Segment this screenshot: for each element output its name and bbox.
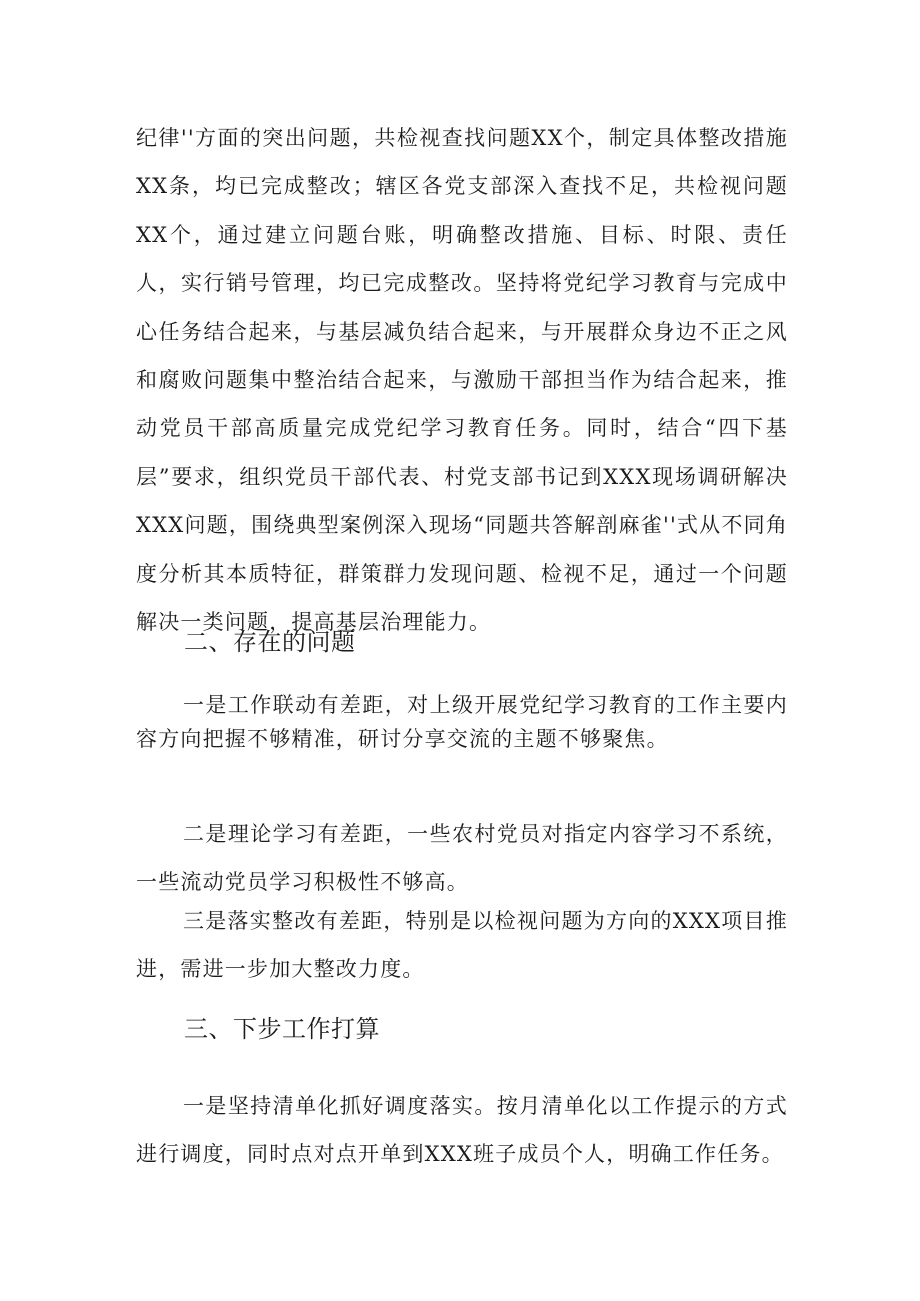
body-paragraph: 三是落实整改有差距，特别是以检视问题为方向的XXX项目推进，需进一步加大整改力度。: [136, 909, 788, 981]
section-heading-next-steps: 三、下步工作打算: [184, 1015, 380, 1043]
body-paragraph: 二是理论学习有差距，一些农村党员对指定内容学习不系统，一些流动党员学习积极性不够高。: [136, 822, 788, 894]
section-heading-problems: 二、存在的问题: [184, 628, 356, 656]
body-paragraph: 一是工作联动有差距，对上级开展党纪学习教育的工作主要内容方向把握不够精准，研讨分享交流的主题不够聚焦。: [136, 693, 788, 751]
body-paragraph: 一是坚持清单化抓好调度落实。按月清单化以工作提示的方式进行调度，同时点对点开单到XXX班子成员个人，明确工作任务。: [136, 1094, 788, 1166]
body-paragraph: 纪律''方面的突出问题，共检视查找问题XX个，制定具体整改措施XX条，均已完成整改；辖区各党支部深入查找不足，共检视问题XX个，通过建立问题台账，明确整改措施、目标、时限、责任人，实行销号管理，均已完成整改。坚持将党纪学习教育与完成中心任务结合起来，与基层减负结合起来，与开展群众身边不正之风和腐败问题集中整治结合起来，与激励干部担当作为结合起来，推动党员干部高质量完成党纪学习教育任务。同时，结合“四下基层”要求，组织党员干部代表、村党支部书记到XXX现场调研解决XXX问题，围绕典型案例深入现场“同题共答解剖麻雀''式从不同角度分析其本质特征，群策群力发现问题、检视不足，通过一个问题解决一类问题，提高基层治理能力。: [136, 126, 788, 635]
